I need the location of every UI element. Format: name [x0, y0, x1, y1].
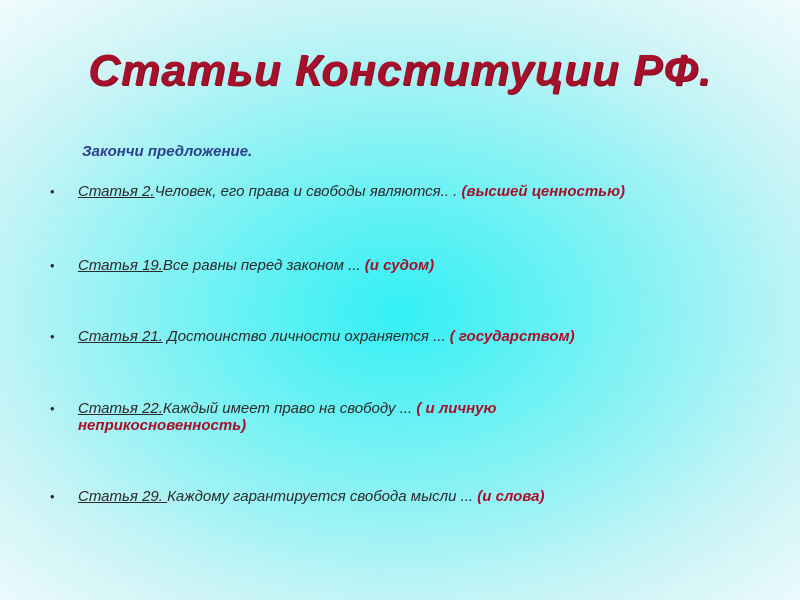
slide-subtitle: Закончи предложение.: [82, 143, 253, 160]
list-item-content: [78, 488, 698, 505]
article-number: Статья 19.: [78, 257, 163, 274]
list-item-content: [78, 257, 698, 274]
article-answer: (и судом): [364, 257, 435, 274]
article-number: Статья 21.: [78, 328, 163, 345]
list-item-content: [78, 400, 578, 434]
bullet-icon: •: [50, 184, 55, 199]
article-text: Каждый имеет право на свободу ...: [162, 400, 417, 417]
article-text: Человек, его права и свободы являются.. .: [154, 183, 462, 200]
article-answer: (высшей ценностью): [461, 183, 626, 200]
article-number: Статья 29.: [78, 488, 168, 505]
bullet-icon: •: [50, 258, 55, 273]
article-text: Достоинство личности охраняется ...: [162, 328, 450, 345]
bullet-icon: •: [50, 401, 55, 416]
article-number: Статья 2.: [78, 183, 155, 200]
bullet-icon: •: [50, 489, 55, 504]
slide-title: Статьи Конституции РФ.: [88, 46, 712, 95]
article-text: Каждому гарантируется свобода мысли ...: [167, 488, 478, 505]
article-text: Все равны перед законом ...: [162, 257, 365, 274]
article-answer: (и слова): [477, 488, 545, 505]
article-answer: ( и личную неприкосновенность): [78, 400, 497, 434]
bullet-icon: •: [50, 329, 55, 344]
article-number: Статья 22.: [78, 400, 163, 417]
list-item-content: [78, 328, 698, 345]
article-answer: ( государством): [449, 328, 575, 345]
list-item-content: [78, 183, 698, 200]
